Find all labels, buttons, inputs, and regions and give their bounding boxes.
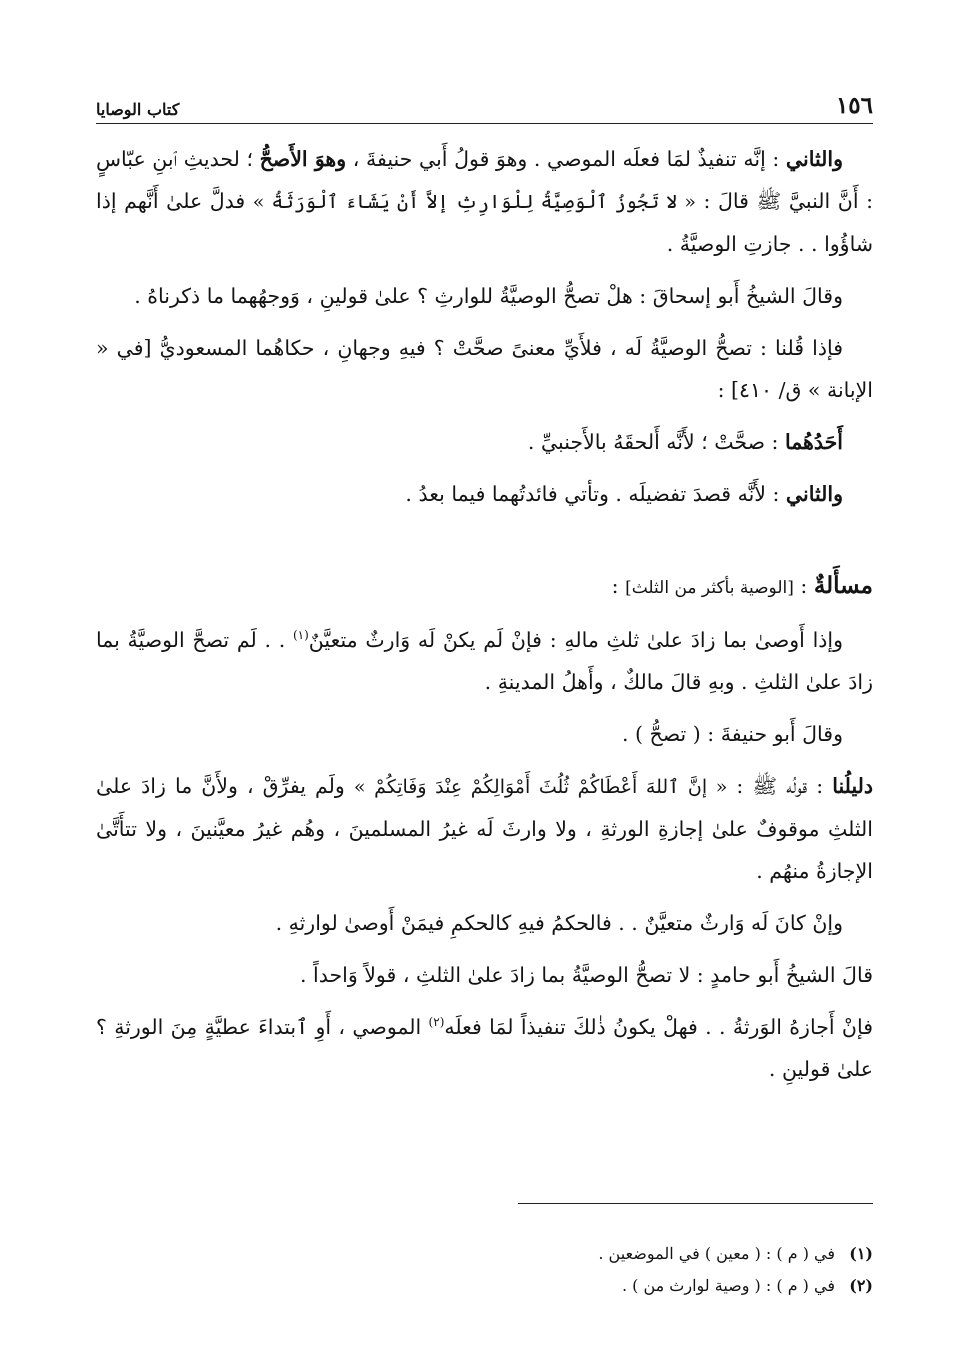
paragraph-6 [96, 619, 873, 703]
paragraph-1 [96, 138, 873, 265]
footnote-item [96, 1270, 873, 1302]
paragraph-8 [96, 765, 873, 892]
p6-text: وإذا أَوصىٰ بما زادَ علىٰ ثلثِ مالهِ : فإنْ لَم يكنْ لَه وَارثٌ متعيَّنٌ [308, 628, 843, 652]
masala-heading [96, 565, 873, 609]
paragraph-7: وقالَ أَبو حنيفةَ : ( تصحُّ ) . [622, 722, 843, 746]
label-second: والثاني [785, 482, 843, 506]
p1-text-3: فدلَّ علىٰ أَنَّهم إذا شاؤُوا . . جازتِ الوصيَّةُ . [96, 189, 873, 256]
label-our-evidence: دليلُنا [832, 774, 874, 798]
page-header [96, 84, 873, 124]
footnote-item [96, 1238, 873, 1270]
running-title: كتاب الوصايا [96, 100, 180, 119]
paragraph-2: وقالَ الشيخُ أَبو إسحاقَ : هلْ تصحُّ الوصيَّةُ للوارثِ ؟ علىٰ قولينِ ، وَوجهُهما ما ذكرناهُ . [134, 284, 843, 308]
footnote-divider [518, 1203, 873, 1204]
section-gap [96, 525, 873, 565]
masala-end: : [611, 574, 626, 598]
hadith-quote-2: « إنَّ ٱللهَ أَعْطَاكُمْ ثُلُثَ أَمْوَالِكُمْ عِنْدَ وَفَاتِكُمْ » [353, 776, 728, 798]
footnote-number: (١) [849, 1244, 873, 1263]
p8-text: : قولُه ﷺ : [727, 774, 833, 798]
paragraph-4 [96, 421, 873, 463]
p1-text-2: ؛ لحديثِ ٱبنِ عبّاسٍ : أَنَّ النبيَّ ﷺ قالَ : [96, 147, 873, 213]
footnote-ref-2: (٢) [428, 1015, 445, 1030]
paragraph-10: قالَ الشيخُ أَبو حامدٍ : لا تصحُّ الوصيَّةُ بما زادَ علىٰ الثلثِ ، قولاً وَاحداً . [299, 963, 873, 987]
page-number: ١٥٦ [835, 92, 873, 119]
paragraph-3: فإذا قُلنا : تصحُّ الوصيَّةُ لَه ، فلأَيِّ معنىً صحَّتْ ؟ فيهِ وجهانِ ، حكاهُما المسعوديُّ [في « الإبانة » ق/ ٤١٠] : [96, 336, 873, 402]
footnote-text: في ( م ) : ( وصية لوارث من ) . [621, 1276, 835, 1295]
masala-separator: : [793, 574, 814, 598]
p4-text: : صحَّتْ ؛ لأَنَّه أَلحقَهُ بالأَجنبيِّ . [527, 430, 785, 454]
p5-text: : لأَنَّه قصدَ تفضيلَه . وتأتي فائدتُهما فيما بعدُ . [405, 482, 786, 506]
p1-bold-text: وهوَ الأَصحُّ [259, 147, 347, 171]
paragraph-5 [96, 473, 873, 515]
paragraph-11 [96, 1006, 873, 1090]
p11-text-2: الموصي ، أَوِ ٱبتداءَ عطيَّةٍ مِنَ الورثةِ ؟ علىٰ قولينِ . [96, 1015, 873, 1081]
p11-text: فإنْ أَجازهُ الوَرثةُ . . فهلْ يكونُ ذٰلكَ تنفيذاً لمَا فعلَه [444, 1015, 873, 1039]
masala-title: مسأَلةٌ [813, 572, 873, 599]
main-text [96, 138, 873, 1100]
footnotes [96, 1238, 873, 1302]
footnote-number: (٢) [849, 1276, 873, 1295]
footnote-ref-1: (١) [292, 628, 309, 643]
footnote-text: في ( م ) : ( معين ) في الموضعين . [598, 1244, 835, 1263]
paragraph-9: وإنْ كانَ لَه وَارثٌ متعيَّنٌ . . فالحكمُ فيهِ كالحكمِ فيمَنْ أَوصىٰ لوارثهِ . [275, 911, 843, 935]
p1-text: : إنَّه تنفيذٌ لمَا فعلَه الموصي . وهوَ قولُ أَبي حنيفةَ ، [346, 147, 786, 171]
label-first: أَحَدُهُما [784, 430, 843, 454]
p8-text-2: ولَم يفرِّقْ ، ولأَنَّ ما زادَ علىٰ الثلثِ موقوفٌ علىٰ إجازةِ الورثةِ ، ولا وارثَ لَه غيرُ المسلمينَ ، وهُم غيرُ معيَّنينَ ، ولا تتأَتَّىٰ الإجازةُ منهُم . [96, 774, 873, 883]
p6-text-2: . . لَم تصحَّ الوصيَّةُ بما زادَ علىٰ الثلثِ . وبهِ قالَ مالكٌ ، وأَهلُ المدينةِ . [96, 628, 873, 694]
hadith-quote-1: « لا تَجُوزُ ٱلْوَصِيَّةُ لِلْوَارِثِ إلاَّ أَنْ يَشَاءَ ٱلْوَرَثَةُ » [252, 191, 696, 213]
label-second-opinion: والثاني [785, 147, 843, 171]
masala-subject: [الوصية بأكثر من الثلث] [625, 578, 794, 598]
